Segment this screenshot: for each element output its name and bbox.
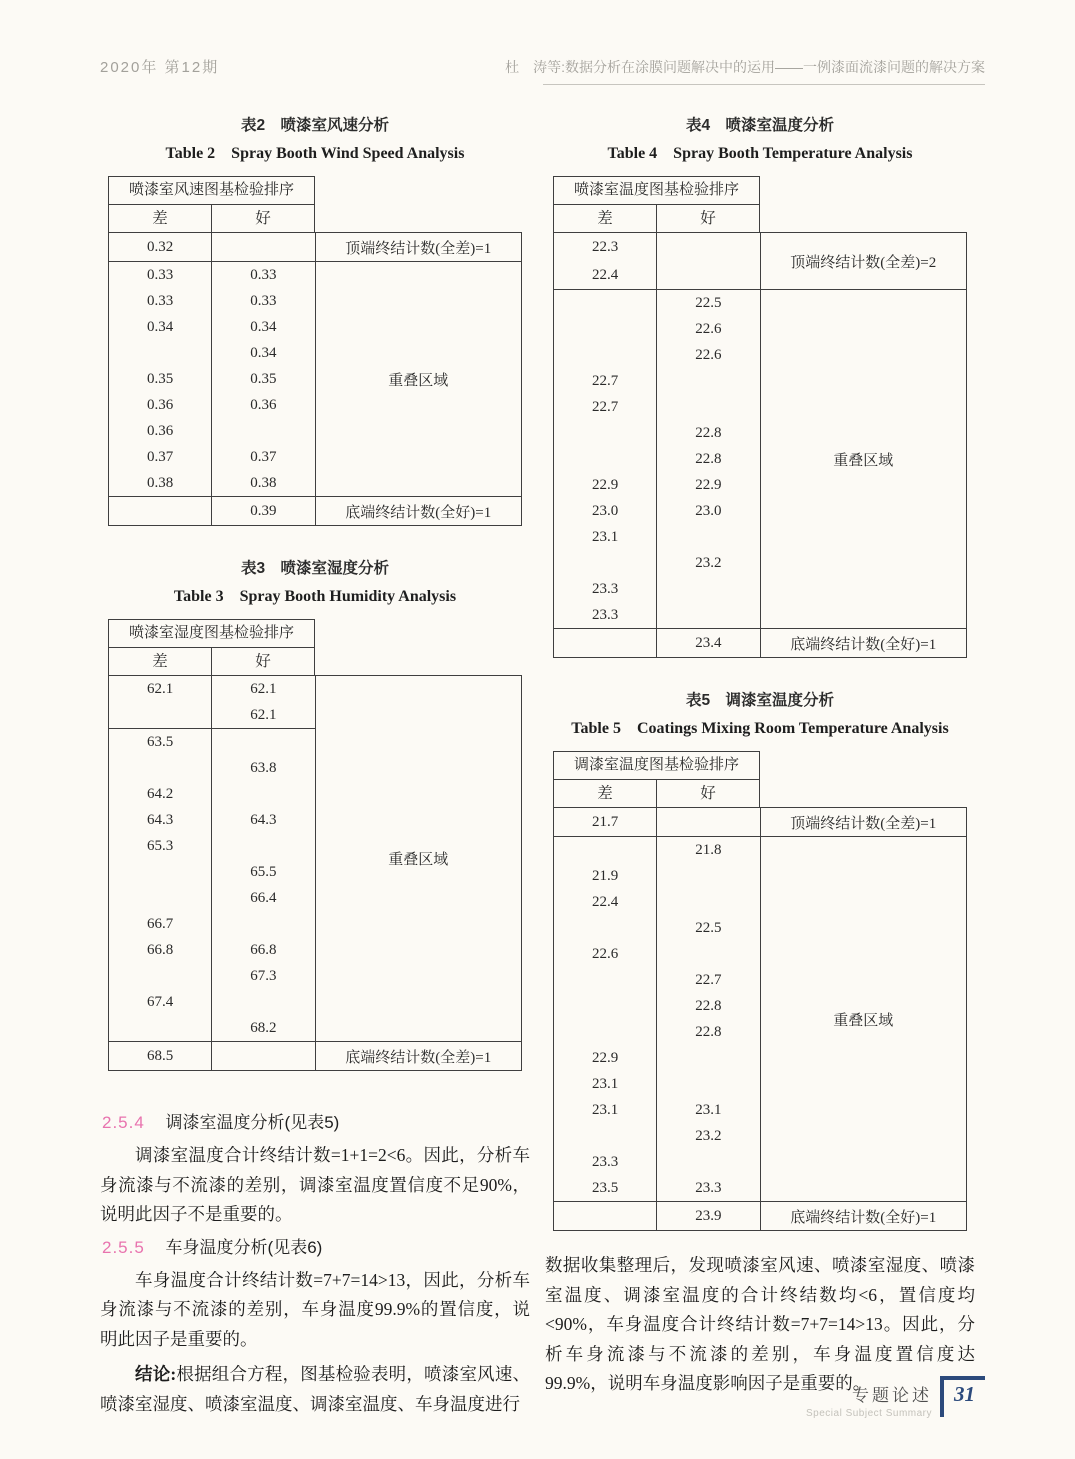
section-rows [109, 233, 315, 261]
row-group [554, 629, 760, 657]
section-2-5-4-heading [102, 1111, 530, 1135]
table5-caption-en: Table 5 Coatings Mixing Room Temperature Analysis [571, 720, 949, 737]
table-row [554, 446, 760, 472]
good-cell: 22.8 [695, 451, 722, 467]
count-label: 顶端终结计数(全差)=1 [760, 808, 967, 836]
table-row [109, 963, 315, 989]
row-group [109, 676, 315, 728]
table-row [109, 729, 315, 755]
good-cell [657, 602, 759, 628]
bad-cell [554, 1123, 657, 1149]
bad-cell: 21.7 [554, 808, 657, 836]
table-row [554, 993, 760, 1019]
table-body [108, 232, 522, 526]
footer-labels [806, 1381, 932, 1419]
table-row [109, 262, 315, 288]
bad-cell: 64.3 [109, 807, 212, 833]
table-row [554, 629, 760, 657]
footer-title-en: Special Subject Summary [806, 1408, 932, 1419]
good-cell: 67.3 [250, 968, 277, 984]
good-cell: 22.6 [695, 347, 722, 363]
table-row [554, 863, 760, 889]
rank-header-box [553, 176, 760, 232]
table-row [109, 366, 315, 392]
good-cell: 22.8 [695, 998, 722, 1014]
bad-cell: 22.3 [554, 233, 657, 261]
table-row [554, 967, 760, 993]
good-cell: 23.2 [695, 555, 722, 571]
bad-cell [109, 859, 212, 885]
bad-cell: 62.1 [109, 676, 212, 702]
good-cell: 23.2 [695, 1128, 722, 1144]
right-column [545, 105, 975, 1399]
section-rows [554, 837, 760, 1201]
table2-block [100, 113, 530, 526]
header-rule [543, 84, 985, 85]
section-title: 调漆室温度分析(见表5) [165, 1113, 340, 1132]
rank-header: 喷漆室风速图基检验排序 [109, 177, 314, 205]
section-overlap [554, 289, 966, 628]
table4-caption-cn: 表4 喷漆室温度分析 [685, 117, 835, 134]
bad-cell: 66.7 [109, 911, 212, 937]
good-cell: 23.9 [695, 1208, 722, 1224]
table-row [554, 1071, 760, 1097]
good-cell: 22.5 [695, 920, 722, 936]
table-row [109, 497, 315, 525]
good-cell: 0.35 [250, 371, 277, 387]
good-cell: 22.9 [695, 477, 722, 493]
good-cell: 0.38 [250, 475, 277, 491]
section-rows [109, 497, 315, 525]
page-number-badge [940, 1376, 985, 1417]
good-cell [657, 524, 759, 550]
bad-cell: 68.5 [109, 1042, 212, 1070]
bad-cell: 22.7 [554, 368, 657, 394]
bad-cell: 0.36 [109, 392, 212, 418]
good-cell: 23.4 [695, 635, 722, 651]
good-cell [657, 576, 759, 602]
bad-cell [554, 550, 657, 576]
table-row [554, 290, 760, 316]
table-row [554, 420, 760, 446]
count-label: 顶端终结计数(全差)=1 [315, 233, 522, 261]
table-row [554, 316, 760, 342]
col-header-bad: 差 [109, 205, 212, 232]
bad-cell [109, 755, 212, 781]
good-cell: 0.33 [250, 267, 277, 283]
section-2-5-5-paragraph: 车身温度合计终结计数=7+7=14>13，因此，分析车身流漆与不流漆的差别，车身温度99.9%的置信度，说明此因子是重要的。 [100, 1269, 530, 1349]
bad-cell [109, 885, 212, 911]
row-group [109, 1042, 315, 1070]
bad-cell [554, 1202, 657, 1230]
table-row [109, 702, 315, 728]
bad-cell: 22.4 [554, 889, 657, 915]
table-row [109, 392, 315, 418]
bad-cell: 0.38 [109, 470, 212, 496]
bad-cell: 67.4 [109, 989, 212, 1015]
section-rows [109, 676, 315, 1041]
bad-cell: 23.0 [554, 498, 657, 524]
table-row [109, 989, 315, 1015]
footer-title-cn: 专题论述 [852, 1386, 932, 1405]
col-header-bad: 差 [554, 780, 657, 807]
conclusion-text: 根据组合方程，图基检验表明，喷漆室风速、喷漆室湿度、喷漆室温度、调漆室温度、车身温度进行 [100, 1364, 531, 1414]
good-cell: 62.1 [250, 681, 277, 697]
good-cell: 22.7 [695, 972, 722, 988]
overlap-label: 重叠区域 [760, 290, 967, 628]
rank-header-box [108, 619, 315, 675]
good-cell [212, 729, 314, 755]
row-group [554, 808, 760, 836]
bad-cell [109, 702, 212, 728]
column-headers [554, 205, 759, 232]
rank-header: 喷漆室湿度图基检验排序 [109, 620, 314, 648]
table-row [554, 808, 760, 836]
section-count [109, 233, 521, 261]
bad-cell: 64.2 [109, 781, 212, 807]
section-overlap [554, 836, 966, 1201]
table-row [109, 937, 315, 963]
good-cell: 65.5 [250, 864, 277, 880]
bad-cell [554, 1019, 657, 1045]
good-cell [657, 863, 759, 889]
table-body [553, 232, 967, 658]
table-row [109, 470, 315, 496]
section-rows [554, 233, 760, 289]
header-running-title: 杜 涛等:数据分析在涂膜问题解决中的运用——一例漆面流漆问题的解决方案 [505, 59, 985, 75]
good-cell: 22.8 [695, 1024, 722, 1040]
row-group [554, 837, 760, 1201]
good-cell: 64.3 [250, 812, 277, 828]
good-cell: 22.8 [695, 425, 722, 441]
bad-cell: 23.1 [554, 524, 657, 550]
bad-cell: 22.7 [554, 394, 657, 420]
bad-cell [554, 316, 657, 342]
bad-cell [554, 837, 657, 863]
good-cell: 22.5 [695, 295, 722, 311]
row-group [554, 1202, 760, 1230]
good-cell [657, 1071, 759, 1097]
bad-cell: 22.9 [554, 1045, 657, 1071]
table-row [109, 418, 315, 444]
bad-cell [554, 629, 657, 657]
table-row [109, 1042, 315, 1070]
good-cell [657, 261, 759, 289]
count-label: 底端终结计数(全好)=1 [760, 629, 967, 657]
table-row [109, 444, 315, 470]
table-row [109, 833, 315, 859]
good-cell [657, 368, 759, 394]
section-rows [554, 808, 760, 836]
section-count [109, 496, 521, 525]
good-cell: 23.1 [695, 1102, 722, 1118]
good-cell: 22.6 [695, 321, 722, 337]
bad-cell: 0.37 [109, 444, 212, 470]
table-row [109, 755, 315, 781]
bad-cell [554, 290, 657, 316]
conclusion-paragraph [100, 1360, 530, 1419]
col-header-good: 好 [700, 210, 716, 227]
good-cell [212, 911, 314, 937]
table-row [554, 1019, 760, 1045]
section-rows [554, 290, 760, 628]
table-row [554, 394, 760, 420]
bad-cell: 22.6 [554, 941, 657, 967]
good-cell [657, 889, 759, 915]
good-cell: 23.0 [695, 503, 722, 519]
good-cell: 0.34 [250, 345, 277, 361]
good-cell: 63.8 [250, 760, 277, 776]
bad-cell: 23.1 [554, 1097, 657, 1123]
table-row [554, 261, 760, 289]
section-count [554, 808, 966, 836]
bad-cell [109, 340, 212, 366]
good-cell: 0.33 [250, 293, 277, 309]
page-number: 31 [954, 1382, 975, 1406]
table-row [109, 340, 315, 366]
table-row [554, 1123, 760, 1149]
table4 [553, 176, 967, 658]
table4-block [545, 113, 975, 658]
bad-cell [554, 993, 657, 1019]
table-row [109, 314, 315, 340]
good-cell: 68.2 [250, 1020, 277, 1036]
good-cell [212, 233, 314, 261]
table-row [554, 342, 760, 368]
table-row [109, 859, 315, 885]
good-cell: 0.37 [250, 449, 277, 465]
page-footer [690, 1376, 985, 1419]
bad-cell: 23.3 [554, 576, 657, 602]
section-rows [554, 629, 760, 657]
good-cell: 21.8 [695, 842, 722, 858]
bad-cell: 22.4 [554, 261, 657, 289]
section-overlap [109, 676, 521, 1041]
table-row [554, 837, 760, 863]
column-headers [109, 648, 314, 675]
col-header-bad: 差 [109, 648, 212, 675]
section-count [554, 233, 966, 289]
table-row [554, 233, 760, 261]
section-rows [554, 1202, 760, 1230]
table-row [554, 889, 760, 915]
table3 [108, 619, 522, 1071]
table-row [554, 498, 760, 524]
bad-cell: 23.3 [554, 1149, 657, 1175]
good-cell [657, 808, 759, 836]
table-row [109, 885, 315, 911]
table-row [554, 941, 760, 967]
header-issue: 2020年 第12期 [100, 59, 220, 76]
overlap-label: 重叠区域 [315, 676, 522, 1041]
bad-cell: 0.33 [109, 288, 212, 314]
row-group [109, 497, 315, 525]
good-cell [657, 233, 759, 261]
row-group [109, 262, 315, 496]
good-cell: 0.39 [250, 503, 277, 519]
table-row [554, 1175, 760, 1201]
bad-cell: 21.9 [554, 863, 657, 889]
row-group [554, 233, 760, 289]
good-cell: 66.8 [250, 942, 277, 958]
bad-cell: 23.5 [554, 1175, 657, 1201]
col-header-good: 好 [700, 785, 716, 802]
good-cell [212, 1042, 314, 1070]
section-title: 车身温度分析(见表6) [165, 1237, 323, 1257]
table-row [554, 1149, 760, 1175]
row-group [554, 290, 760, 628]
good-cell [212, 418, 314, 444]
section-2-5-5-heading [102, 1236, 530, 1260]
row-group [109, 233, 315, 261]
bad-cell [554, 967, 657, 993]
bad-cell [554, 446, 657, 472]
table-row [554, 550, 760, 576]
table-row [109, 288, 315, 314]
table-row [554, 1202, 760, 1230]
table-row [554, 1045, 760, 1071]
section-rows [109, 262, 315, 496]
bad-cell: 0.35 [109, 366, 212, 392]
table2-caption-cn: 表2 喷漆室风速分析 [240, 117, 390, 134]
good-cell: 0.34 [250, 319, 277, 335]
overlap-label: 重叠区域 [760, 837, 967, 1201]
good-cell: 66.4 [250, 890, 277, 906]
right-column-paragraph: 数据收集整理后，发现喷漆室风速、喷漆室湿度、喷漆室温度、调漆室温度的合计终结数均<6，置信度均<90%，车身温度合计终结计数=7+7=14>13。因此，分析车身流漆与不流漆的差别，车身温度置信度达99.9%，说明车身温度影响因子是重要的。 [545, 1255, 975, 1393]
rank-header: 喷漆室温度图基检验排序 [554, 177, 759, 205]
section-rows [109, 1042, 315, 1070]
good-cell [657, 941, 759, 967]
table-body [553, 807, 967, 1231]
section-number: 2.5.4 [102, 1113, 145, 1132]
table-row [554, 915, 760, 941]
bad-cell [109, 1015, 212, 1041]
table3-caption-cn: 表3 喷漆室湿度分析 [240, 560, 390, 577]
table2 [108, 176, 522, 526]
row-group [109, 728, 315, 1041]
count-label: 底端终结计数(全好)=1 [760, 1202, 967, 1230]
good-cell [212, 989, 314, 1015]
table-row [554, 472, 760, 498]
table-row [109, 781, 315, 807]
section-number: 2.5.5 [102, 1237, 145, 1257]
table2-caption-en: Table 2 Spray Booth Wind Speed Analysis [165, 145, 465, 162]
bad-cell: 22.9 [554, 472, 657, 498]
table-row [554, 524, 760, 550]
table-row [554, 368, 760, 394]
good-cell [657, 394, 759, 420]
section-overlap [109, 261, 521, 496]
col-header-good: 好 [255, 210, 271, 227]
bad-cell: 66.8 [109, 937, 212, 963]
bad-cell [554, 420, 657, 446]
bad-cell: 63.5 [109, 729, 212, 755]
count-label: 顶端终结计数(全差)=2 [760, 233, 967, 289]
bad-cell: 0.36 [109, 418, 212, 444]
good-cell [657, 1149, 759, 1175]
good-cell [212, 781, 314, 807]
table5-caption-cn: 表5 调漆室温度分析 [685, 692, 835, 709]
col-header-bad: 差 [554, 205, 657, 232]
table-row [109, 676, 315, 702]
bad-cell [554, 342, 657, 368]
table-row [109, 233, 315, 261]
bad-cell: 23.3 [554, 602, 657, 628]
column-headers [109, 205, 314, 232]
good-cell [657, 1045, 759, 1071]
table-row [109, 1015, 315, 1041]
rank-header: 调漆室温度图基检验排序 [554, 752, 759, 780]
bad-cell: 0.34 [109, 314, 212, 340]
good-cell: 0.36 [250, 397, 277, 413]
table3-block [100, 556, 530, 1071]
section-count [554, 1201, 966, 1230]
table-row [554, 1097, 760, 1123]
table-row [109, 911, 315, 937]
bad-cell [109, 497, 212, 525]
bad-cell: 0.32 [109, 233, 212, 261]
col-header-good: 好 [255, 653, 271, 670]
bad-cell: 23.1 [554, 1071, 657, 1097]
bad-cell [109, 963, 212, 989]
section-count [554, 628, 966, 657]
count-label: 底端终结计数(全好)=1 [315, 497, 522, 525]
section-2-5-4-paragraph: 调漆室温度合计终结计数=1+1=2<6。因此，分析车身流漆与不流漆的差别，调漆室温度置信度不足90%，说明此因子不是重要的。 [100, 1145, 530, 1224]
left-column [100, 105, 530, 1419]
bad-cell: 0.33 [109, 262, 212, 288]
good-cell: 62.1 [250, 707, 277, 723]
section-count [109, 1041, 521, 1070]
table3-caption-en: Table 3 Spray Booth Humidity Analysis [173, 588, 457, 605]
column-headers [554, 780, 759, 807]
table-body [108, 675, 522, 1071]
table5 [553, 751, 967, 1231]
count-label: 底端终结计数(全差)=1 [315, 1042, 522, 1070]
conclusion-label: 结论: [135, 1364, 177, 1384]
rank-header-box [108, 176, 315, 232]
table-row [554, 576, 760, 602]
table-row [554, 602, 760, 628]
bad-cell [554, 915, 657, 941]
good-cell: 23.3 [695, 1180, 722, 1196]
good-cell [212, 833, 314, 859]
bad-cell: 65.3 [109, 833, 212, 859]
overlap-label: 重叠区域 [315, 262, 522, 496]
table4-caption-en: Table 4 Spray Booth Temperature Analysis [607, 145, 913, 162]
table5-block [545, 688, 975, 1231]
table-row [109, 807, 315, 833]
rank-header-box [553, 751, 760, 807]
